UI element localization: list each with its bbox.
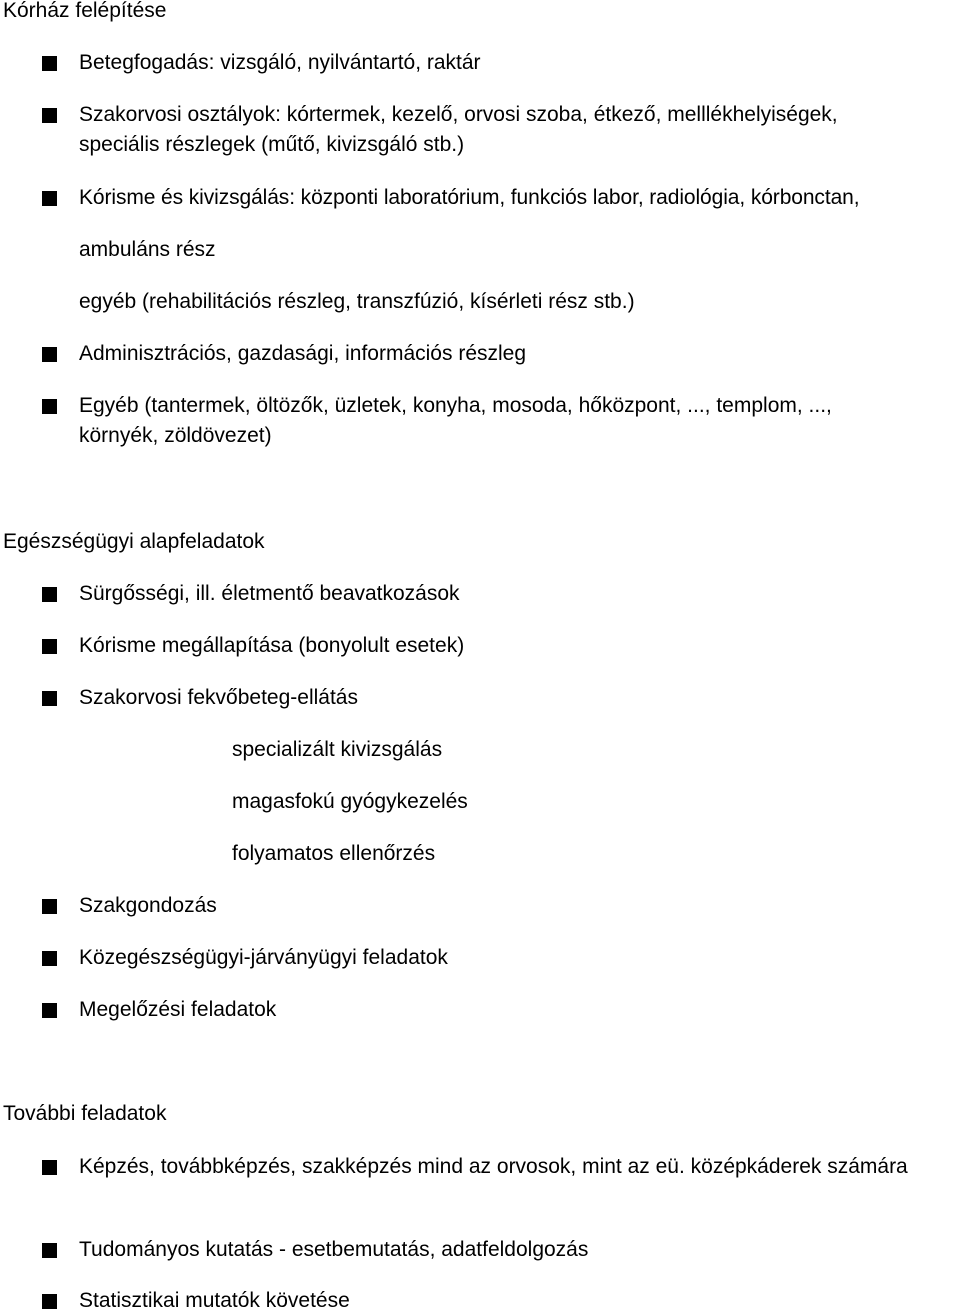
continuation-text: egyéb (rehabilitációs részleg, transzfúzió, kísérleti rész stb.): [79, 290, 635, 313]
list-item: [42, 579, 956, 609]
list-item-text: Egyéb (tantermek, öltözők, üzletek, konyha, mosoda, hőközpont, ..., templom, ..., környék, zöldövezet): [79, 394, 832, 447]
list-item: [42, 1152, 956, 1182]
list-item-text: Tudományos kutatás - esetbemutatás, adatfeldolgozás: [79, 1238, 589, 1261]
list-item: [42, 943, 956, 973]
square-bullet-icon: [42, 639, 57, 654]
list-item: [42, 631, 956, 661]
square-bullet-icon: [42, 399, 57, 414]
square-bullet-icon: [42, 1294, 57, 1309]
square-bullet-icon: [42, 951, 57, 966]
square-bullet-icon: [42, 899, 57, 914]
list-item: [42, 48, 956, 78]
list-item: [42, 183, 956, 213]
list-item: [42, 891, 956, 921]
square-bullet-icon: [42, 56, 57, 71]
section-title-hospital: Kórház felépítése: [3, 0, 167, 22]
list-item: [42, 391, 956, 451]
square-bullet-icon: [42, 587, 57, 602]
square-bullet-icon: [42, 691, 57, 706]
list-item: [42, 1235, 956, 1265]
list-item-text: Kórisme és kivizsgálás: központi laboratórium, funkciós labor, radiológia, kórbonctan,: [79, 186, 860, 209]
list-item-text: Kórisme megállapítása (bonyolult esetek): [79, 634, 465, 657]
list-item: [42, 683, 956, 713]
square-bullet-icon: [42, 1243, 57, 1258]
list-item: [42, 339, 956, 369]
list-item-text: Szakorvosi osztályok: kórtermek, kezelő, orvosi szoba, étkező, melllékhelyiségek, speciális részlegek (műtő, kivizsgáló stb.): [79, 103, 838, 156]
continuation-text: ambuláns rész: [79, 238, 216, 261]
sub-item-text: specializált kivizsgálás: [232, 738, 443, 761]
list-item-text: Megelőzési feladatok: [79, 998, 277, 1021]
section-title-further: További feladatok: [3, 1102, 167, 1125]
square-bullet-icon: [42, 347, 57, 362]
square-bullet-icon: [42, 108, 57, 123]
list-item-text: Sürgősségi, ill. életmentő beavatkozások: [79, 582, 460, 605]
sub-item-text: folyamatos ellenőrzés: [232, 842, 436, 865]
section-title-health: Egészségügyi alapfeladatok: [3, 530, 265, 553]
list-item-text: Képzés, továbbképzés, szakképzés mind az orvosok, mint az eü. középkáderek számára: [79, 1155, 908, 1178]
list-item-text: Statisztikai mutatók követése: [79, 1289, 350, 1312]
square-bullet-icon: [42, 1160, 57, 1175]
list-item: [42, 1286, 956, 1316]
sub-item-text: magasfokú gyógykezelés: [232, 790, 468, 813]
list-item: [42, 995, 956, 1025]
list-item-text: Szakgondozás: [79, 894, 217, 917]
list-item-text: Közegészségügyi-járványügyi feladatok: [79, 946, 448, 969]
square-bullet-icon: [42, 191, 57, 206]
list-item-text: Szakorvosi fekvőbeteg-ellátás: [79, 686, 358, 709]
square-bullet-icon: [42, 1003, 57, 1018]
list-item-text: Betegfogadás: vizsgáló, nyilvántartó, raktár: [79, 51, 481, 74]
list-item: [42, 100, 956, 160]
list-item-text: Adminisztrációs, gazdasági, információs részleg: [79, 342, 527, 365]
